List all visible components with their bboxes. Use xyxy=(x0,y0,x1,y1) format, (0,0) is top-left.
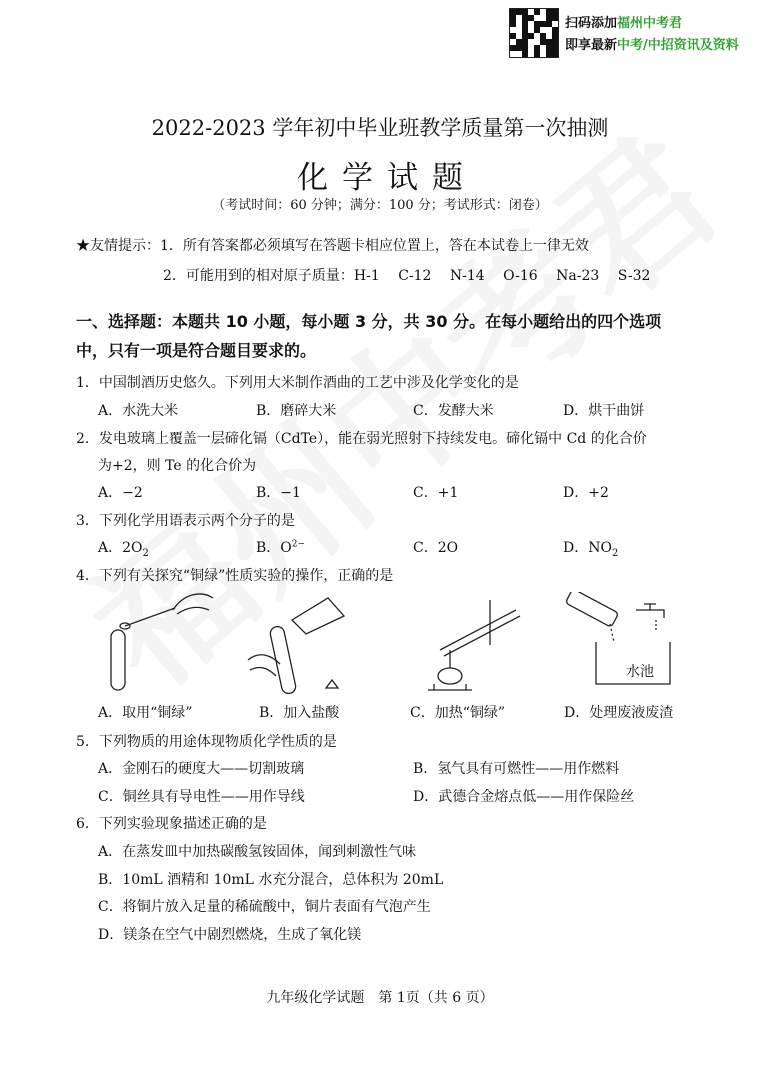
q4-option-a: A．取用“铜绿” xyxy=(98,705,193,721)
q1-option-c: C．发酵大米 xyxy=(413,403,494,419)
q3-a-text: A．2O xyxy=(98,540,143,556)
q3-d-subscript: 2 xyxy=(611,547,619,559)
illustration-take-powder xyxy=(95,588,220,698)
q3-d-text: D．NO xyxy=(563,540,612,556)
q6-option-b: B．10mL 酒精和 10mL 水充分混合，总体积为 20mL xyxy=(98,872,444,888)
question-3-stem: 3．下列化学用语表示两个分子的是 xyxy=(76,513,295,529)
promo-line-1 xyxy=(565,12,682,31)
promo-highlight: 中考/中招资讯及资料 xyxy=(617,38,739,53)
promo-text: 即享最新 xyxy=(565,38,618,53)
tip-line-1 xyxy=(76,235,589,255)
q3-b-superscript: 2− xyxy=(291,539,306,550)
q6-option-a: A．在蒸发皿中加热碳酸氢铵固体，闻到刺激性气味 xyxy=(98,844,417,860)
q3-option-d xyxy=(563,537,618,559)
question-2-stem-line-1: 2．发电玻璃上覆盖一层碲化镉（CdTe），能在弱光照射下持续发电。碲化镉中 Cd 的化合价 xyxy=(76,431,647,447)
question-6-stem: 6．下列实验现象描述正确的是 xyxy=(76,816,267,832)
illustration-heat-powder xyxy=(420,590,530,700)
exam-meta: （考试时间：60 分钟；满分：100 分；考试形式：闭卷） xyxy=(212,198,548,213)
question-5-stem: 5．下列物质的用途体现物质化学性质的是 xyxy=(76,734,337,750)
q3-option-c: C．2O xyxy=(413,540,459,556)
q2-option-c: C．+1 xyxy=(413,485,459,501)
q2-option-b: B．−1 xyxy=(256,485,301,501)
q5-option-d: D．武德合金熔点低——用作保险丝 xyxy=(413,789,635,805)
q5-option-b: B．氢气具有可燃性——用作燃料 xyxy=(413,761,620,777)
tip-2: 2．可能用到的相对原子质量：H-1 C-12 N-14 O-16 Na-23 S-32 xyxy=(163,268,651,284)
q5-option-c: C．铜丝具有导电性——用作导线 xyxy=(98,789,305,805)
promo-line-2 xyxy=(565,34,739,53)
illustration-add-acid xyxy=(240,590,360,700)
q4-option-d: D．处理废液废渣 xyxy=(564,705,674,721)
q1-option-a: A．水洗大米 xyxy=(98,403,179,419)
exam-title: 2022-2023 学年初中毕业班教学质量第一次抽测 xyxy=(151,116,609,140)
q3-option-b xyxy=(256,537,305,557)
q3-b-text: B．O xyxy=(256,540,292,556)
section-heading-line-2: 中，只有一项是符合题目要求的。 xyxy=(76,341,317,360)
question-4-stem: 4．下列有关探究“铜绿”性质实验的操作，正确的是 xyxy=(76,568,394,584)
question-1-stem: 1．中国制酒历史悠久。下列用大米制作酒曲的工艺中涉及化学变化的是 xyxy=(76,375,519,391)
section-heading-line-1: 一、选择题：本题共 10 小题，每小题 3 分，共 30 分。在每小题给出的四个选项 xyxy=(76,312,662,331)
q4-option-b: B．加入盐酸 xyxy=(259,705,340,721)
qr-code xyxy=(509,8,559,58)
illustration-waste-disposal xyxy=(560,592,690,700)
q3-a-subscript: 2 xyxy=(142,547,149,559)
question-2-stem-line-2: 为+2，则 Te 的化合价为 xyxy=(98,458,257,474)
tip-1: 1．所有答案都必须填写在答题卡相应位置上，答在本试卷上一律无效 xyxy=(160,238,589,254)
pool-label: 水池 xyxy=(626,664,654,680)
promo-text: 扫码添加 xyxy=(565,16,618,31)
q1-option-b: B．磨碎大米 xyxy=(256,403,337,419)
page-footer: 九年级化学试题 第 1页（共 6 页） xyxy=(266,990,494,1006)
q2-option-d: D．+2 xyxy=(563,485,609,501)
promo-highlight: 福州中考君 xyxy=(617,16,683,31)
q5-option-a: A．金刚石的硬度大——切割玻璃 xyxy=(98,761,305,777)
subject-title: 化学试题 xyxy=(297,160,477,196)
tip-label: ★友情提示： xyxy=(76,238,160,254)
q6-option-d: D．镁条在空气中剧烈燃烧，生成了氧化镁 xyxy=(98,927,362,943)
q1-option-d: D．烘干曲饼 xyxy=(563,403,645,419)
q3-option-a xyxy=(98,537,149,559)
q2-option-a: A．−2 xyxy=(98,485,143,501)
q6-option-c: C．将铜片放入足量的稀硫酸中，铜片表面有气泡产生 xyxy=(98,899,431,915)
q4-option-c: C．加热“铜绿” xyxy=(410,705,506,721)
